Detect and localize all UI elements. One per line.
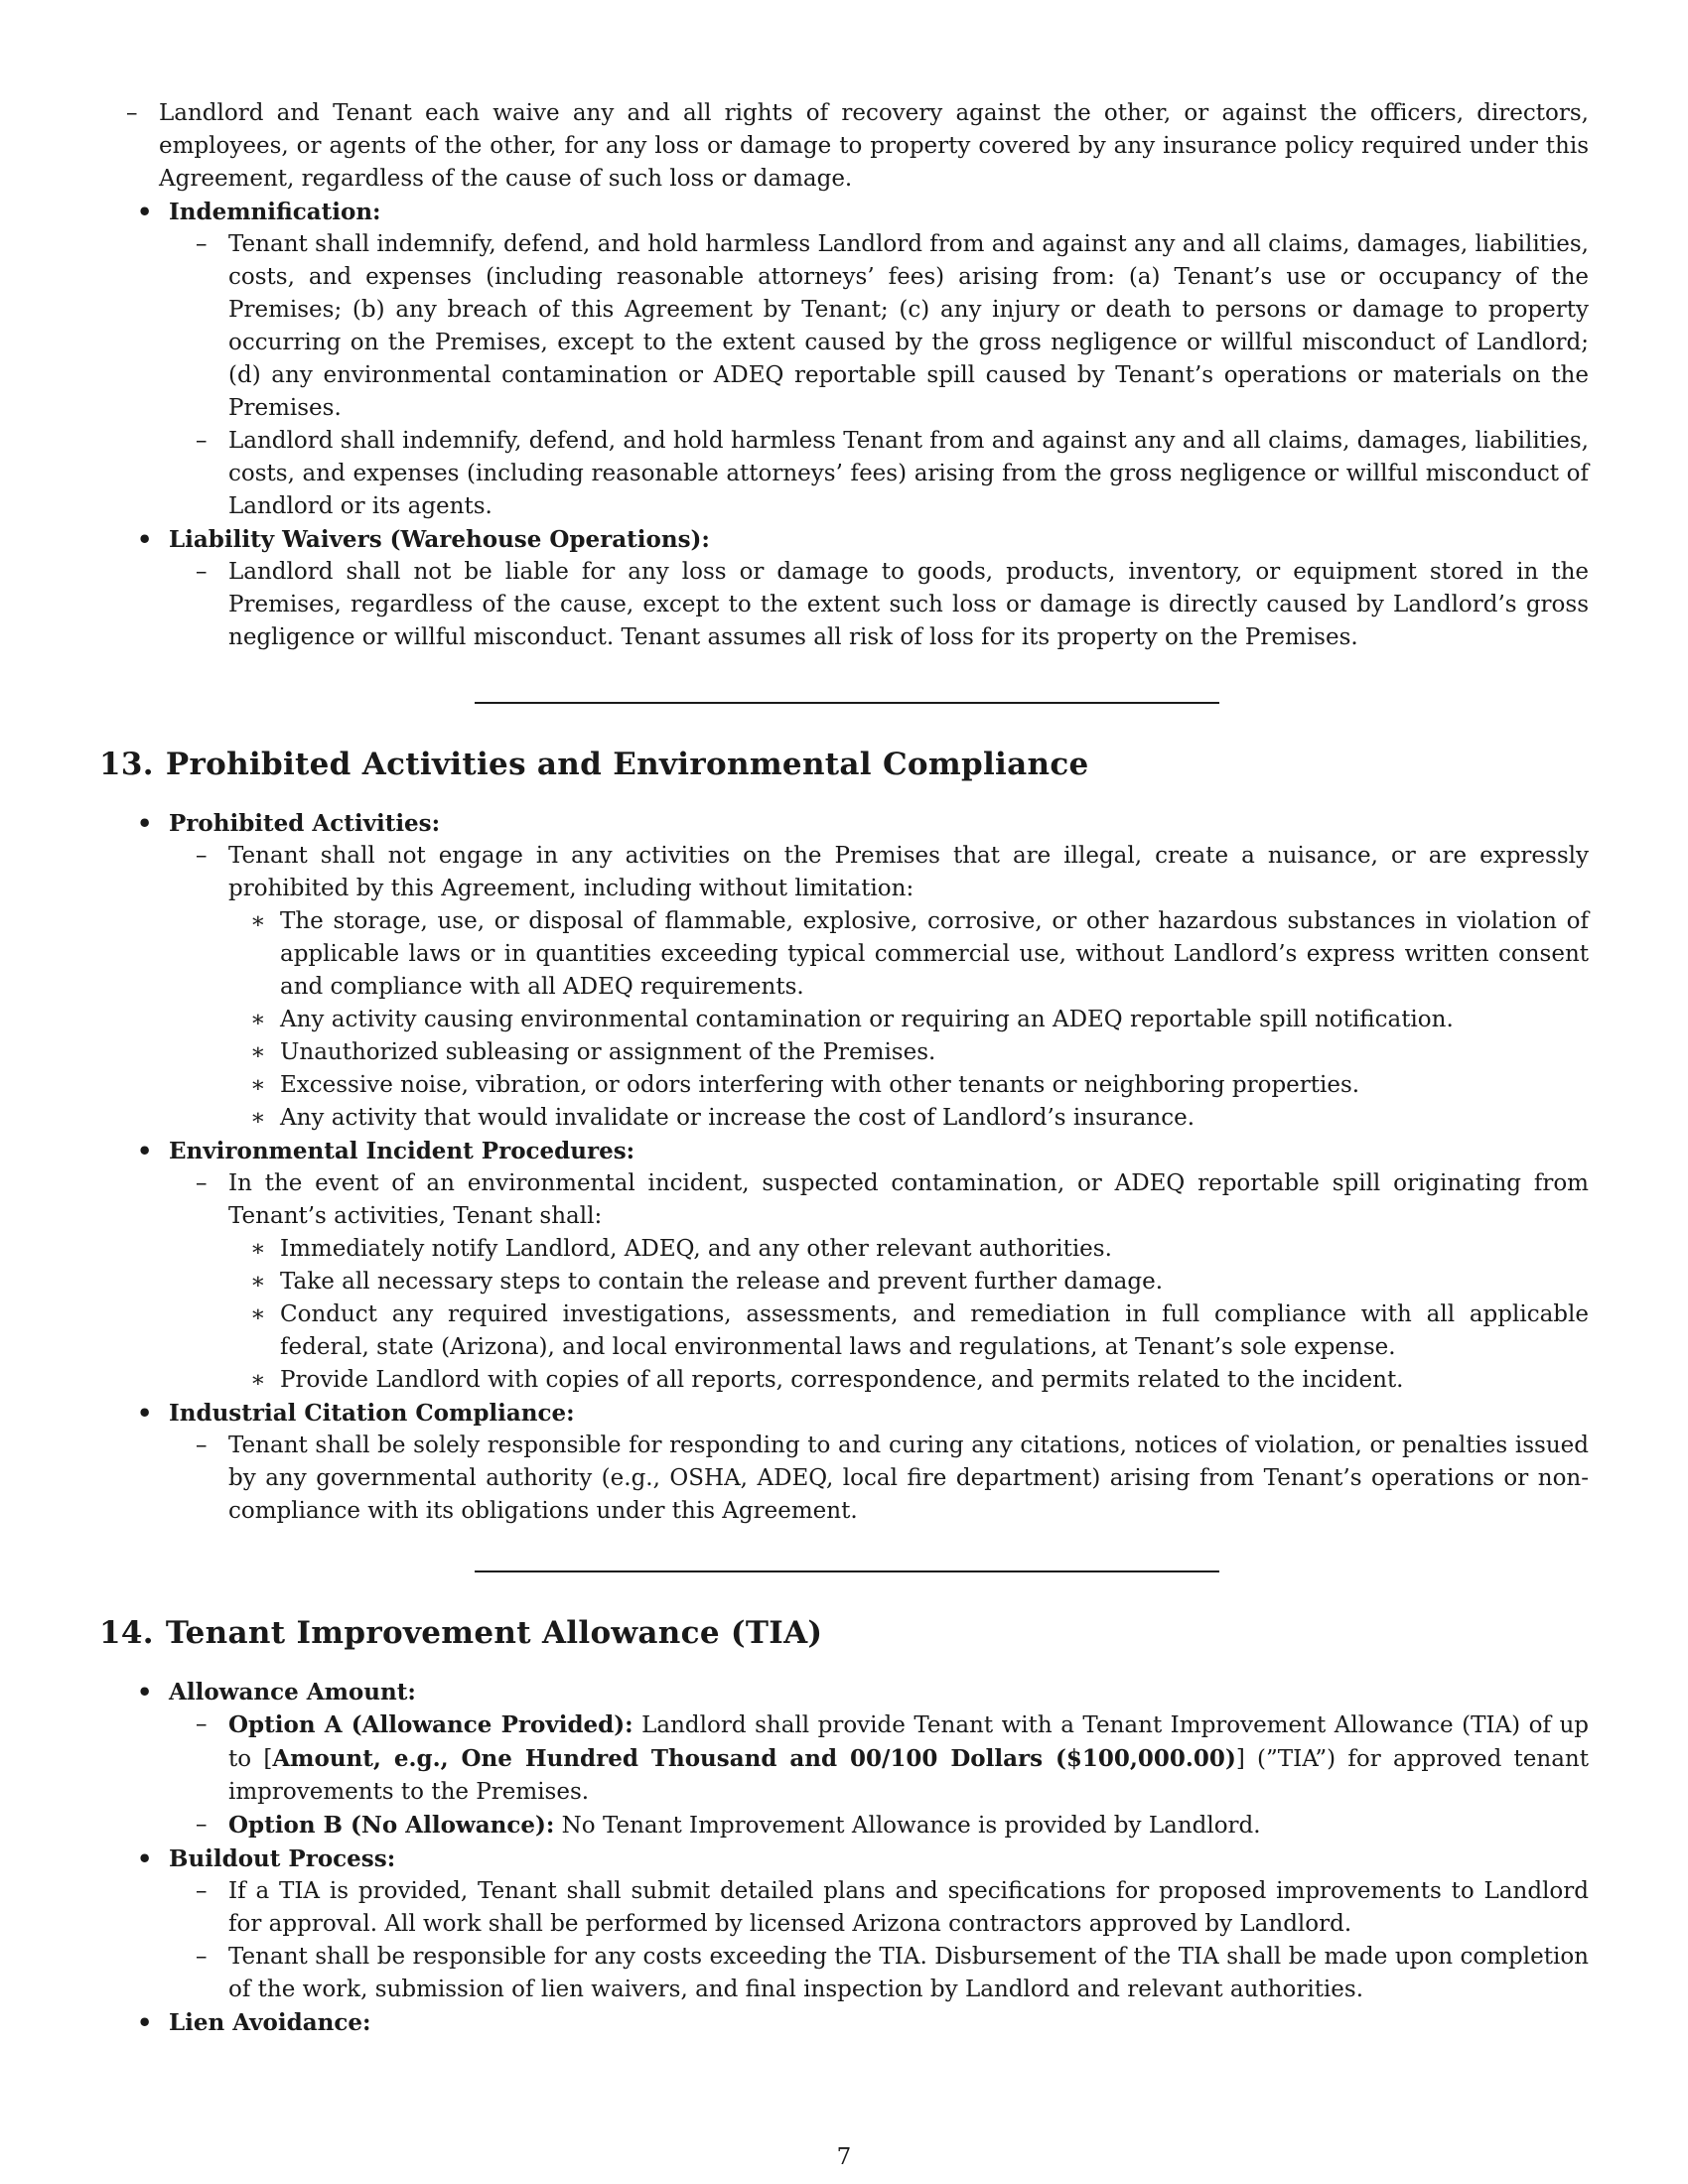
prohibited-intro: Tenant shall not engage in any activities on the Premises that are illegal, create a nuisance, or are expressly prohibited by this Agreement, including without limitation: — [228, 843, 1589, 901]
option-a-item — [169, 1708, 1589, 1809]
list-item: ∗ Unauthorized subleasing or assignment of the Premises. — [228, 1036, 1589, 1069]
buildout-list — [169, 1875, 1589, 2006]
section-divider — [475, 1570, 1219, 1572]
liability-waivers-item — [99, 523, 1589, 654]
buildout-heading: Buildout Process: — [169, 1845, 396, 1872]
list-item: – Landlord shall indemnify, defend, and hold harmless Tenant from and against any and all claims, damages, liabilities, costs, and expenses (including reasonable attorneys’ fees) arising from the gross negligence or willful misconduct of Landlord or its agents. — [169, 425, 1589, 523]
citation-list — [169, 1430, 1589, 1528]
citation-compliance-item — [99, 1397, 1589, 1528]
list-item: ∗ Excessive noise, vibration, or odors interfering with other tenants or neighboring properties. — [228, 1069, 1589, 1102]
list-item: ∗ Take all necessary steps to contain the release and prevent further damage. — [228, 1266, 1589, 1298]
liability-heading: Liability Waivers (Warehouse Operations): — [169, 526, 710, 553]
list-item — [169, 1167, 1589, 1397]
list-item: ∗ Provide Landlord with copies of all reports, correspondence, and permits related to the incident. — [228, 1364, 1589, 1397]
incident-list — [169, 1167, 1589, 1397]
waiver-item: – Landlord and Tenant each waive any and all rights of recovery against the other, or against the officers, directors, employees, or agents of the other, for any loss or damage to property covered by any insurance policy required under this Agreement, regardless of the cause of such loss or damage. — [99, 97, 1589, 196]
indemnification-item — [99, 196, 1589, 523]
section-divider — [475, 702, 1219, 704]
prohibited-heading: Prohibited Activities: — [169, 810, 441, 837]
incident-heading: Environmental Incident Procedures: — [169, 1138, 635, 1164]
incident-intro: In the event of an environmental incident, suspected contamination, or ADEQ reportable spill originating from Tenant’s activities, Tenant shall: — [228, 1170, 1589, 1229]
list-item: – Tenant shall be solely responsible for responding to and curing any citations, notices of violation, or penalties issued by any governmental authority (e.g., OSHA, ADEQ, local fire department) arising from Tenant’s operations or non-compliance with its obligations under this Agreement. — [169, 1430, 1589, 1528]
list-item: ∗ Any activity that would invalidate or increase the cost of Landlord’s insurance. — [228, 1102, 1589, 1135]
section-14-list — [99, 1676, 1589, 2039]
allowance-heading: Allowance Amount: — [169, 1679, 416, 1706]
list-item: ∗ Any activity causing environmental contamination or requiring an ADEQ reportable spill notification. — [228, 1004, 1589, 1036]
top-block — [99, 97, 1589, 654]
incident-sublist — [228, 1233, 1589, 1397]
list-item: – Tenant shall be responsible for any costs exceeding the TIA. Disbursement of the TIA shall be made upon completion of the work, submission of lien waivers, and final inspection by Landlord and relevant authorities. — [169, 1941, 1589, 2006]
lien-avoidance-item — [99, 2006, 1589, 2039]
option-a-text-end: ] (”TIA”) for approved tenant improvements to the Premises. — [228, 1746, 1589, 1805]
option-a-label: Option A (Allowance Provided): — [228, 1711, 633, 1738]
allowance-list — [169, 1708, 1589, 1843]
indemnification-list — [169, 228, 1589, 523]
environmental-incident-item — [99, 1135, 1589, 1397]
prohibited-list — [169, 840, 1589, 1135]
top-bullet-list — [99, 196, 1589, 654]
section-14-body — [99, 1676, 1589, 2039]
list-item: – If a TIA is provided, Tenant shall submit detailed plans and specifications for proposed improvements to Landlord for approval. All work shall be performed by licensed Arizona contractors approved by Landlord. — [169, 1875, 1589, 1941]
option-a-text: Landlord shall provide Tenant with a Tenant Improvement Allowance (TIA) of up to [ — [228, 1712, 1589, 1772]
allowance-amount-item — [99, 1676, 1589, 1843]
liability-list — [169, 556, 1589, 654]
option-b-label: Option B (No Allowance): — [228, 1812, 555, 1839]
section-14-title — [99, 1615, 822, 1651]
list-item: ∗ Immediately notify Landlord, ADEQ, and any other relevant authorities. — [228, 1233, 1589, 1266]
section-13-list — [99, 807, 1589, 1528]
waiver-list — [99, 97, 1589, 196]
list-item: ∗ The storage, use, or disposal of flammable, explosive, corrosive, or other hazardous substances in violation of applicable laws or in quantities exceeding typical commercial use, without Landlord’s express written consent and compliance with all ADEQ requirements. — [228, 905, 1589, 1004]
citation-heading: Industrial Citation Compliance: — [169, 1400, 575, 1427]
prohibited-sublist — [228, 905, 1589, 1135]
prohibited-activities-item — [99, 807, 1589, 1135]
list-item — [169, 840, 1589, 1135]
option-a-amount: Amount, e.g., One Hundred Thousand and 00/100 Dollars ($100,000.00) — [272, 1745, 1236, 1772]
indemnification-heading: Indemnification: — [169, 199, 381, 225]
section-title-text: Tenant Improvement Allowance (TIA) — [165, 1615, 823, 1651]
list-item: ∗ Conduct any required investigations, assessments, and remediation in full compliance with all applicable federal, state (Arizona), and local environmental laws and regulations, at Tenant’s sole expense. — [228, 1298, 1589, 1364]
section-13-title — [99, 747, 1089, 782]
option-b-text: No Tenant Improvement Allowance is provided by Landlord. — [554, 1813, 1261, 1839]
section-number: 14. — [99, 1615, 154, 1651]
buildout-process-item — [99, 1843, 1589, 2006]
list-item: – Landlord shall not be liable for any loss or damage to goods, products, inventory, or equipment stored in the Premises, regardless of the cause, except to the extent such loss or damage is directly caused by Landlord’s gross negligence or willful misconduct. Tenant assumes all risk of loss for its property on the Premises. — [169, 556, 1589, 654]
lien-heading: Lien Avoidance: — [169, 2009, 371, 2036]
section-13-body — [99, 807, 1589, 1528]
section-title-text: Prohibited Activities and Environmental Compliance — [165, 747, 1089, 782]
page-number: 7 — [836, 2144, 852, 2170]
option-b-item — [169, 1809, 1589, 1843]
section-number: 13. — [99, 747, 154, 782]
list-item: – Tenant shall indemnify, defend, and hold harmless Landlord from and against any and all claims, damages, liabilities, costs, and expenses (including reasonable attorneys’ fees) arising from: (a) Tenant’s use or occupancy of the Premises; (b) any breach of this Agreement by Tenant; (c) any injury or death to persons or damage to property occurring on the Premises, except to the extent caused by the gross negligence or willful misconduct of Landlord; (d) any environmental contamination or ADEQ reportable spill caused by Tenant’s operations or materials on the Premises. — [169, 228, 1589, 425]
